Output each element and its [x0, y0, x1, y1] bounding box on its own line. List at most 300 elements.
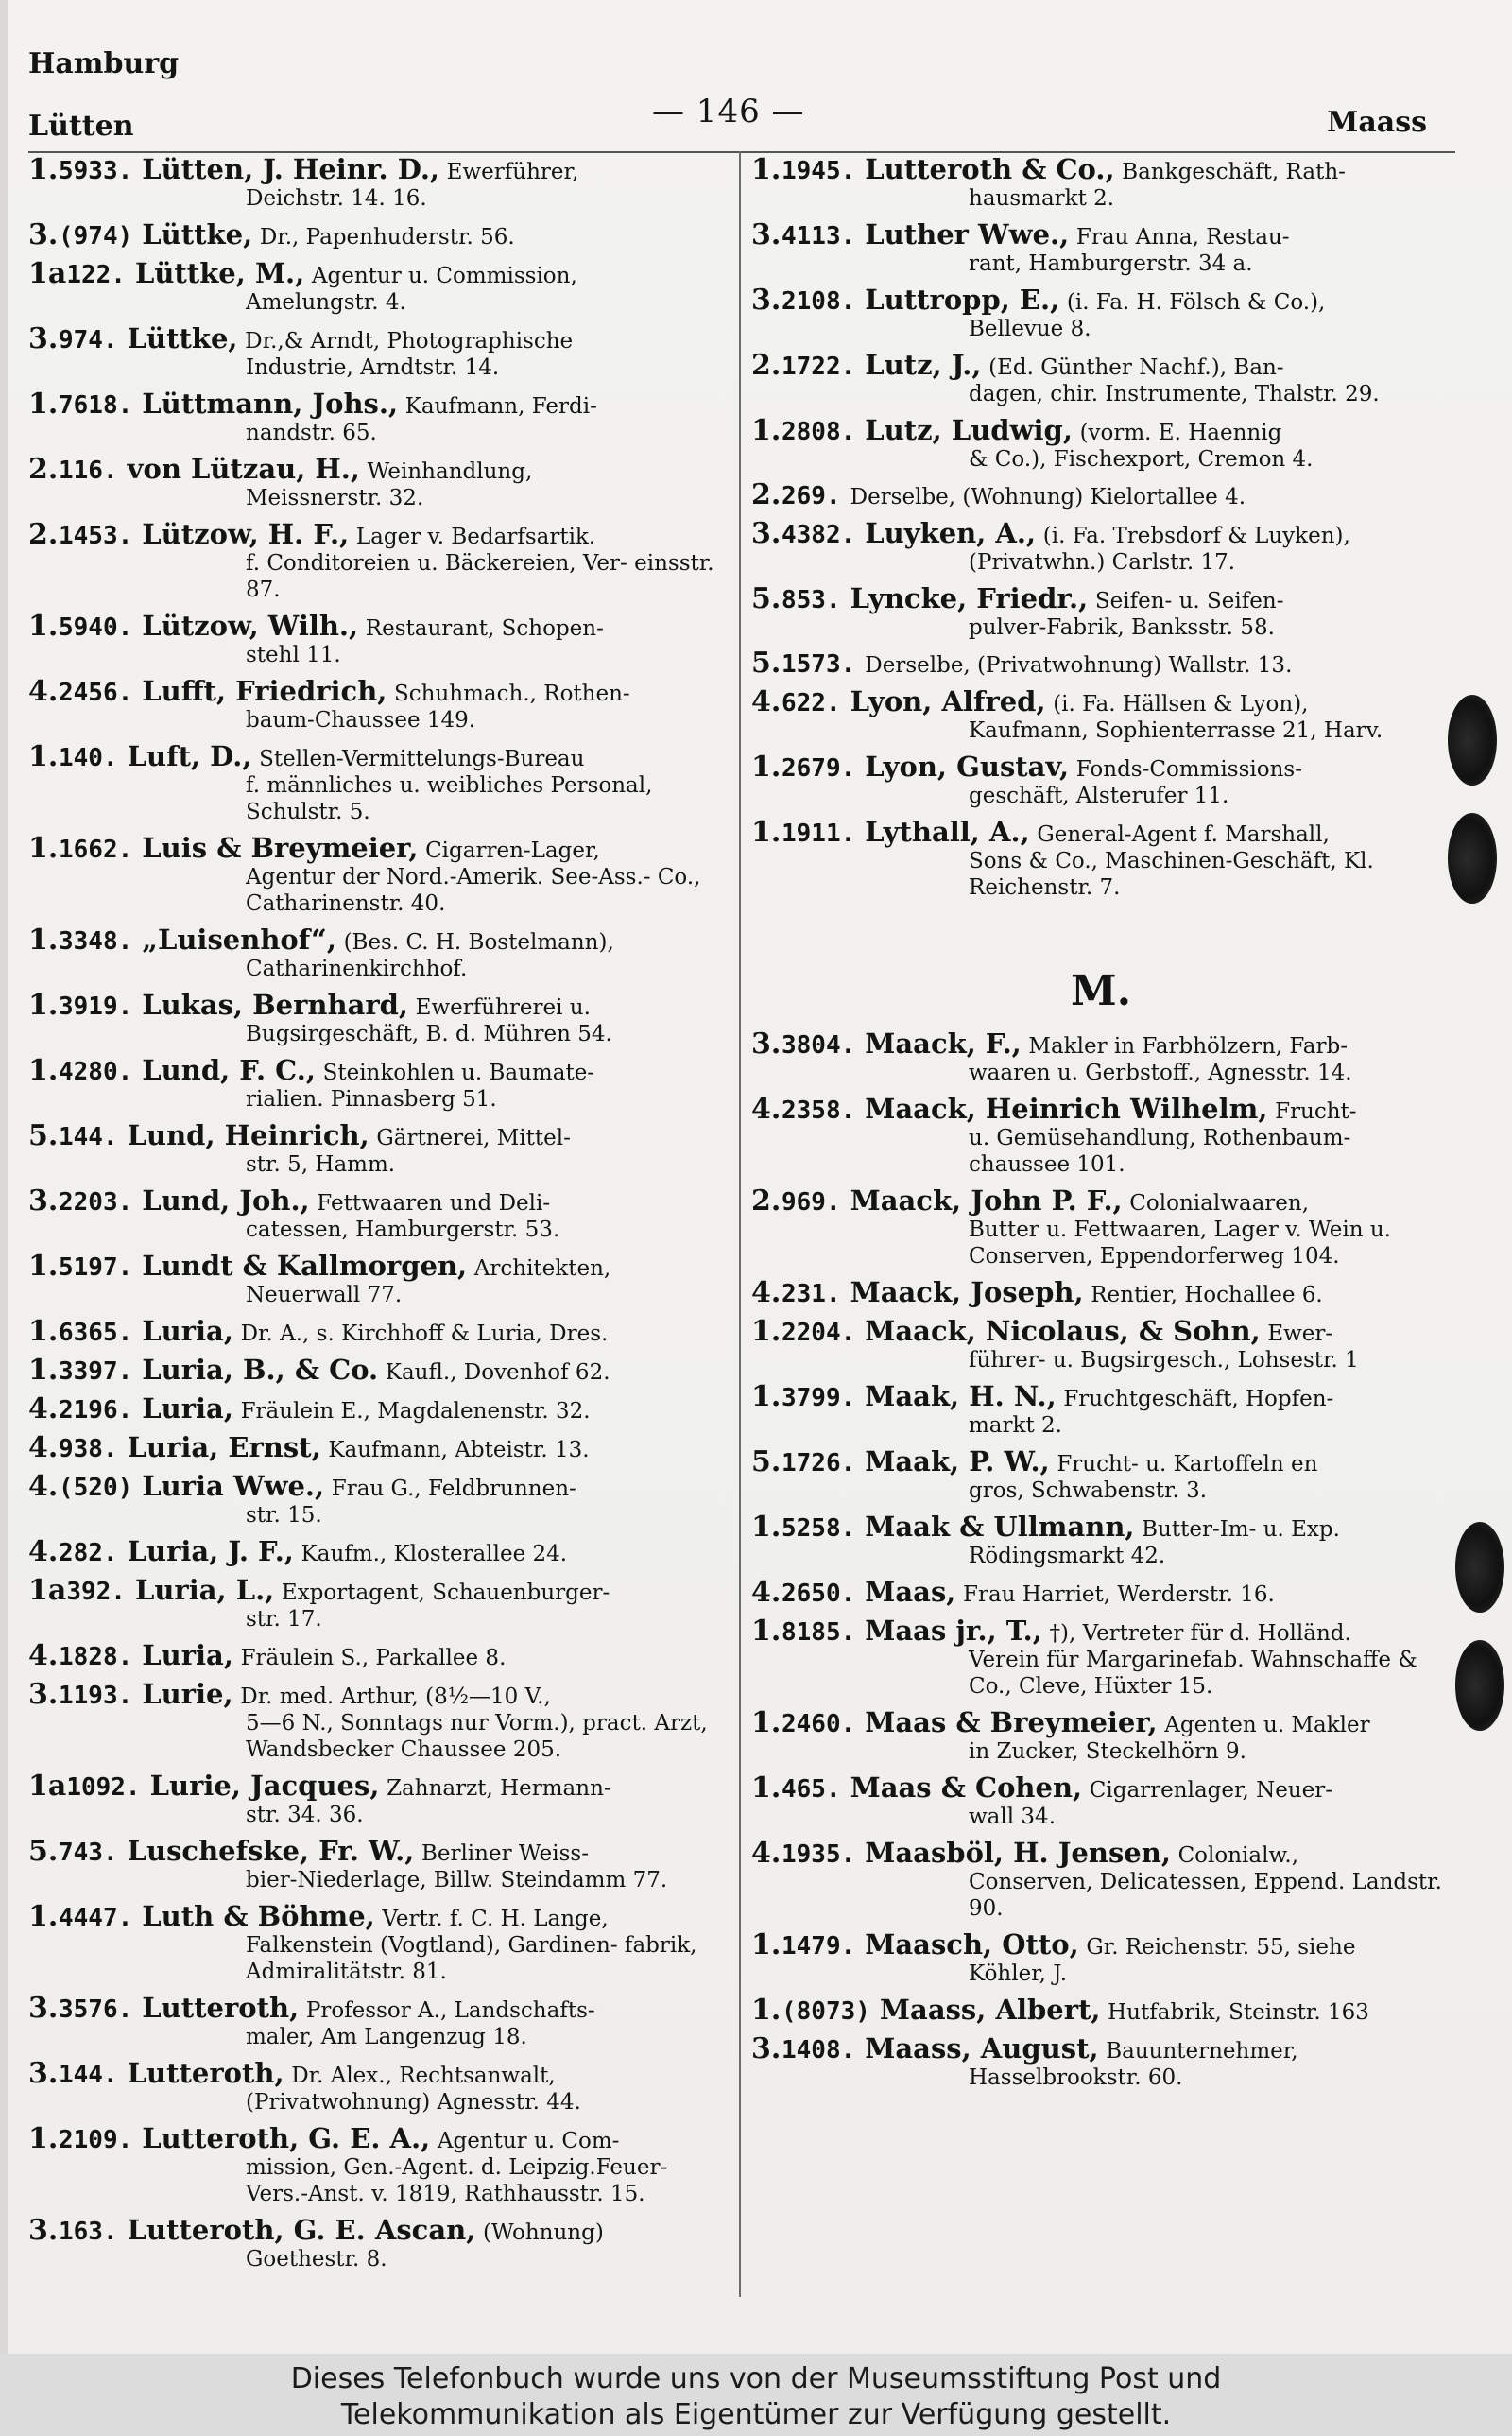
subscriber-name: Lufft, Friedrich, — [142, 675, 387, 707]
phone-number: 1828. — [59, 1643, 133, 1671]
exchange-index: 4. — [28, 1470, 59, 1503]
entry-continuation: nandstr. 65. — [246, 421, 377, 445]
entry-continuation: hausmarkt 2. — [969, 186, 1115, 211]
entry-detail: Gr. Reichenstr. 55, siehe — [1086, 1935, 1356, 1960]
phone-number: 2109. — [59, 2126, 133, 2154]
subscriber-name: Lund, Joh., — [142, 1184, 310, 1217]
entry-detail: Colonialw., — [1177, 1843, 1299, 1868]
directory-entry — [751, 1184, 1451, 1270]
directory-entry — [28, 257, 728, 316]
entry-detail: Makler in Farbhölzern, Farb- — [1028, 1034, 1348, 1059]
directory-entry — [751, 349, 1451, 407]
subscriber-name: Luria, L., — [134, 1574, 275, 1606]
entry-continuation: Industrie, Arndtstr. 14. — [246, 355, 500, 380]
entry-detail: Zahnarzt, Hermann- — [387, 1776, 611, 1801]
entry-continuation: geschäft, Alsterufer 11. — [969, 784, 1229, 808]
phone-number: 6365. — [59, 1319, 133, 1347]
exchange-index: 1. — [28, 1354, 59, 1387]
section-letter: M. — [1070, 967, 1132, 1015]
directory-entry — [751, 478, 1451, 511]
phone-number: 3804. — [782, 1031, 856, 1060]
entry-continuation: pulver-Fabrik, Banksstr. 58. — [969, 615, 1275, 640]
entry-continuation: baum-Chaussee 149. — [246, 708, 476, 733]
subscriber-name: Lutteroth, G. E. A., — [142, 2122, 431, 2154]
phone-number: 1092. — [66, 1773, 141, 1802]
exchange-index: 1a — [28, 1770, 67, 1803]
phone-number: 4382. — [782, 521, 856, 549]
entry-continuation: str. 15. — [246, 1503, 322, 1528]
phone-number: 622. — [782, 689, 841, 717]
phone-number: 1935. — [782, 1840, 856, 1869]
entry-detail: Seifen- u. Seifen- — [1094, 589, 1284, 613]
subscriber-name: Luria, — [142, 1315, 233, 1347]
phone-number: 1662. — [59, 836, 133, 864]
footer-line-1: Dieses Telefonbuch wurde uns von der Museumsstiftung Post und — [290, 2362, 1222, 2395]
subscriber-name: Lundt & Kallmorgen, — [142, 1250, 468, 1282]
directory-entry — [28, 1054, 728, 1113]
phone-number: 4447. — [59, 1904, 133, 1932]
directory-entry — [751, 1445, 1451, 1504]
subscriber-name: Maack, F., — [865, 1028, 1022, 1060]
subscriber-name: Lyon, Gustav, — [865, 751, 1070, 783]
entry-detail: Ewer- — [1267, 1322, 1333, 1346]
directory-entry — [28, 218, 728, 251]
phone-number: 231. — [782, 1280, 841, 1308]
entry-continuation: Bellevue 8. — [969, 317, 1091, 341]
directory-entry — [751, 647, 1451, 680]
subscriber-name: Luria, — [142, 1639, 233, 1671]
subscriber-name: Maack, Nicolaus, & Sohn, — [865, 1315, 1261, 1347]
phone-number: 163. — [59, 2218, 118, 2246]
right-column-top — [751, 153, 1451, 901]
phone-number: 1573. — [782, 650, 856, 679]
entry-detail: Agentur u. Com- — [437, 2129, 620, 2153]
directory-entry — [28, 453, 728, 511]
entry-continuation: Köhler, J. — [969, 1961, 1068, 1986]
directory-entry — [28, 1184, 728, 1243]
subscriber-name: Luria, B., & Co. — [142, 1354, 379, 1386]
subscriber-name: Maack, John P. F., — [850, 1184, 1123, 1217]
phone-number: (520) — [59, 1474, 133, 1502]
entry-continuation: 5—6 N., Sonntags nur Vorm.), pract. Arzt, Wandsbecker Chaussee 205. — [246, 1711, 708, 1762]
entry-continuation: Sons & Co., Maschinen-Geschäft, Kl. Reichenstr. 7. — [969, 849, 1374, 900]
exchange-index: 1. — [28, 989, 59, 1022]
entry-continuation: (Privatwohnung) Agnesstr. 44. — [246, 2090, 581, 2115]
subscriber-name: „Luisenhof“, — [142, 924, 336, 956]
subscriber-name: Maas & Cohen, — [850, 1771, 1083, 1804]
directory-entry — [28, 1900, 728, 1985]
entry-detail: Dr. med. Arthur, (8½—10 V., — [240, 1684, 551, 1709]
entry-continuation: gros, Schwabenstr. 3. — [969, 1478, 1208, 1503]
entry-continuation: wall 34. — [969, 1805, 1056, 1829]
phone-number: 3919. — [59, 993, 133, 1021]
exchange-index: 1. — [751, 1994, 782, 2027]
directory-entry — [28, 2122, 728, 2207]
directory-entry — [28, 2214, 728, 2272]
entry-continuation: stehl 11. — [246, 643, 341, 667]
subscriber-name: Maack, Joseph, — [850, 1276, 1084, 1308]
subscriber-name: Maack, Heinrich Wilhelm, — [865, 1093, 1268, 1125]
exchange-index: 3. — [751, 218, 782, 251]
entry-detail: Architekten, — [473, 1256, 611, 1281]
directory-entry — [28, 322, 728, 381]
entry-continuation: mission, Gen.-Agent. d. Leipzig.Feuer- Vers.-Anst. v. 1819, Rathhausstr. 15. — [246, 2155, 668, 2206]
entry-continuation: bier-Niederlage, Billw. Steindamm 77. — [246, 1868, 668, 1892]
phone-number: 2204. — [782, 1319, 856, 1347]
exchange-index: 1. — [28, 1250, 59, 1283]
entry-detail: Professor A., Landschafts- — [305, 1998, 595, 2023]
entry-continuation: maler, Am Langenzug 18. — [246, 2025, 527, 2049]
subscriber-name: Lyon, Alfred, — [850, 685, 1046, 717]
entry-detail: Butter-Im- u. Exp. — [1142, 1517, 1340, 1542]
exchange-index: 5. — [28, 1119, 59, 1152]
subscriber-name: Lütten, J. Heinr. D., — [142, 153, 440, 185]
exchange-index: 4. — [28, 1535, 59, 1568]
entry-detail: Kaufmann, Ferdi- — [404, 394, 597, 419]
phone-number: 3799. — [782, 1384, 856, 1412]
entry-detail: (Bes. C. H. Bostelmann), — [343, 930, 614, 955]
phone-number: 1453. — [59, 522, 133, 550]
exchange-index: 1. — [28, 832, 59, 865]
entry-detail: Fräulein S., Parkallee 8. — [240, 1646, 507, 1670]
entry-detail: Gärtnerei, Mittel- — [376, 1126, 571, 1150]
exchange-index: 2. — [751, 478, 782, 511]
entry-detail: Frucht- u. Kartoffeln en — [1057, 1452, 1318, 1477]
directory-entry — [751, 153, 1451, 212]
exchange-index: 3. — [751, 1028, 782, 1061]
directory-entry — [751, 1928, 1451, 1987]
directory-entry — [28, 926, 728, 982]
entry-detail: (i. Fa. Trebsdorf & Luyken), — [1042, 524, 1350, 548]
phone-number: 969. — [782, 1188, 841, 1217]
phone-number: 2203. — [59, 1188, 133, 1217]
header-left-word: Lütten — [28, 110, 134, 143]
exchange-index: 5. — [28, 1835, 59, 1868]
entry-detail: Vertr. f. C. H. Lange, — [382, 1907, 609, 1931]
phone-number: 1945. — [782, 157, 856, 185]
entry-detail: Weinhandlung, — [367, 459, 533, 484]
entry-continuation: u. Gemüsehandlung, Rothenbaum- chaussee 101. — [969, 1126, 1351, 1177]
phone-number: 5933. — [59, 157, 133, 185]
entry-continuation: Agentur der Nord.-Amerik. See-Ass.- Co., Catharinenstr. 40. — [246, 865, 701, 916]
entry-detail: Schuhmach., Rothen- — [394, 682, 630, 706]
directory-entry — [751, 286, 1451, 342]
directory-entry — [28, 832, 728, 917]
exchange-index: 1. — [751, 816, 782, 849]
directory-entry — [28, 153, 728, 212]
entry-continuation: Falkenstein (Vogtland), Gardinen- fabrik, Admiralitätstr. 81. — [246, 1933, 697, 1984]
entry-detail: Restaurant, Schopen- — [365, 616, 604, 641]
entry-detail: (Wohnung) — [482, 2220, 604, 2245]
subscriber-name: Maak, H. N., — [865, 1380, 1057, 1412]
phone-number: 4113. — [782, 222, 856, 251]
entry-detail: (Ed. Günther Nachf.), Ban- — [988, 355, 1284, 380]
scan-edge — [0, 0, 8, 2354]
exchange-index: 1. — [751, 1706, 782, 1739]
subscriber-name: Luttropp, E., — [865, 284, 1060, 316]
directory-entry — [751, 517, 1451, 576]
phone-number: 743. — [59, 1839, 118, 1867]
entry-detail: Dr.,& Arndt, Photographische — [245, 329, 574, 354]
exchange-index: 4. — [751, 1837, 782, 1870]
exchange-index: 3. — [751, 517, 782, 550]
exchange-index: 1. — [28, 153, 59, 186]
exchange-index: 5. — [751, 1445, 782, 1478]
entry-detail: Frau G., Feldbrunnen- — [331, 1477, 576, 1501]
left-column — [28, 153, 728, 2283]
header-city: Hamburg — [28, 47, 180, 80]
phone-number: 1911. — [782, 820, 856, 848]
footer-line-2: Telekommunikation als Eigentümer zur Verfügung gestellt. — [340, 2398, 1172, 2431]
phone-number: 2456. — [59, 679, 133, 707]
directory-entry — [751, 1706, 1451, 1765]
directory-entry — [28, 1639, 728, 1672]
entry-detail: Bankgeschäft, Rath- — [1122, 160, 1346, 184]
entry-detail: Hutfabrik, Steinstr. 163 — [1108, 2000, 1369, 2025]
exchange-index: 1. — [751, 153, 782, 186]
subscriber-name: Luria, Ernst, — [127, 1431, 321, 1463]
subscriber-name: Luria Wwe., — [142, 1470, 325, 1502]
directory-entry — [28, 1678, 728, 1763]
binding-hole — [1448, 813, 1497, 904]
subscriber-name: Lüttmann, Johs., — [142, 388, 399, 420]
phone-number: 2650. — [782, 1580, 856, 1608]
phone-number: 2358. — [782, 1097, 856, 1125]
subscriber-name: Maasböl, H. Jensen, — [865, 1837, 1171, 1869]
entry-continuation: str. 34. 36. — [246, 1803, 364, 1827]
directory-entry — [28, 1392, 728, 1425]
directory-entry — [751, 1513, 1451, 1569]
subscriber-name: Lutteroth, — [127, 2057, 284, 2089]
entry-detail: Rentier, Hochallee 6. — [1091, 1283, 1323, 1307]
phone-number: 269. — [782, 482, 841, 510]
exchange-index: 1. — [28, 924, 59, 957]
exchange-index: 3. — [28, 322, 59, 355]
exchange-index: 1a — [28, 1574, 67, 1607]
directory-entry — [751, 1030, 1451, 1086]
footer-notice — [0, 2354, 1512, 2436]
entry-continuation: dagen, chir. Instrumente, Thalstr. 29. — [969, 382, 1380, 406]
entry-continuation: waaren u. Gerbstoff., Agnesstr. 14. — [969, 1061, 1352, 1085]
exchange-index: 1a — [28, 257, 67, 290]
exchange-index: 4. — [751, 685, 782, 718]
entry-continuation: f. männliches u. weibliches Personal, Schulstr. 5. — [246, 773, 653, 824]
directory-entry — [751, 1771, 1451, 1830]
entry-continuation: Neuerwall 77. — [246, 1283, 403, 1307]
entry-continuation: in Zucker, Steckelhörn 9. — [969, 1739, 1246, 1764]
directory-entry — [751, 1837, 1451, 1922]
entry-detail: Fonds-Commissions- — [1075, 757, 1302, 782]
entry-continuation: Hasselbrookstr. 60. — [969, 2065, 1183, 2090]
entry-detail: †), Vertreter für d. Holländ. — [1049, 1621, 1351, 1646]
phone-number: 2108. — [782, 287, 856, 316]
entry-detail: Agentur u. Commission, — [311, 264, 577, 288]
phone-number: 4280. — [59, 1058, 133, 1086]
entry-continuation: Meissnerstr. 32. — [246, 486, 424, 510]
directory-entry — [751, 1617, 1451, 1700]
exchange-index: 3. — [28, 1184, 59, 1218]
entry-detail: General-Agent f. Marshall, — [1037, 822, 1330, 847]
entry-detail: Frau Anna, Restau- — [1075, 225, 1290, 250]
entry-detail: Agenten u. Makler — [1164, 1713, 1370, 1737]
entry-detail: Derselbe, (Privatwohnung) Wallstr. 13. — [865, 653, 1293, 678]
directory-entry — [28, 1992, 728, 2050]
directory-entry — [28, 1574, 728, 1633]
exchange-index: 3. — [28, 1678, 59, 1711]
directory-entry — [28, 390, 728, 446]
entry-detail: Kaufm., Klosterallee 24. — [301, 1542, 568, 1566]
subscriber-name: Luria, J. F., — [127, 1535, 294, 1567]
exchange-index: 3. — [28, 1992, 59, 2025]
page-number: — 146 — — [652, 93, 805, 130]
subscriber-name: Luschefske, Fr. W., — [127, 1835, 415, 1867]
entry-detail: (vorm. E. Haennig — [1079, 421, 1282, 445]
entry-detail: Cigarren-Lager, — [425, 838, 600, 863]
subscriber-name: Luft, D., — [127, 740, 252, 772]
entry-detail: Fettwaaren und Deli- — [317, 1191, 551, 1216]
exchange-index: 1. — [28, 2122, 59, 2155]
subscriber-name: Maak & Ullmann, — [865, 1511, 1135, 1543]
exchange-index: 1. — [28, 610, 59, 643]
phone-number: 2808. — [782, 418, 856, 446]
entry-continuation: Amelungstr. 4. — [246, 290, 406, 315]
entry-continuation: & Co.), Fischexport, Cremon 4. — [969, 447, 1314, 472]
exchange-index: 5. — [751, 582, 782, 615]
entry-continuation: Kaufmann, Sophienterrasse 21, Harv. — [969, 718, 1383, 743]
directory-entry — [751, 685, 1451, 744]
entry-detail: Dr. A., s. Kirchhoff & Luria, Dres. — [240, 1322, 609, 1346]
exchange-index: 5. — [751, 647, 782, 680]
directory-entry — [751, 218, 1451, 277]
phone-number: 5940. — [59, 613, 133, 642]
phone-number: 116. — [59, 457, 118, 485]
directory-entry — [28, 1356, 728, 1386]
phone-number: 5197. — [59, 1253, 133, 1282]
phone-number: 2679. — [782, 754, 856, 783]
exchange-index: 2. — [751, 1184, 782, 1218]
subscriber-name: Lurie, — [142, 1678, 233, 1710]
phone-number: 8185. — [782, 1618, 856, 1647]
phone-number: 853. — [782, 586, 841, 614]
entry-detail: Ewerführerei u. — [415, 995, 591, 1020]
phone-number: 3576. — [59, 1995, 133, 2024]
directory-entry — [28, 1772, 728, 1828]
subscriber-name: Lutteroth, — [142, 1992, 300, 2024]
exchange-index: 4. — [751, 1276, 782, 1309]
exchange-index: 3. — [751, 284, 782, 317]
right-column — [751, 153, 1451, 2090]
directory-entry — [28, 1250, 728, 1308]
directory-entry — [751, 2032, 1451, 2091]
directory-entry — [751, 1315, 1451, 1373]
phone-number: 122. — [66, 261, 126, 289]
exchange-index: 1. — [28, 1315, 59, 1348]
directory-entry — [28, 518, 728, 603]
entry-continuation: f. Conditoreien u. Bäckereien, Ver- einsstr. 87. — [246, 551, 714, 602]
entry-continuation: Butter u. Fettwaaren, Lager v. Wein u. Conserven, Eppendorferweg 104. — [969, 1218, 1391, 1269]
exchange-index: 3. — [28, 2057, 59, 2090]
directory-entry — [28, 2057, 728, 2116]
entry-continuation: rialien. Pinnasberg 51. — [246, 1087, 497, 1112]
phone-number: 7618. — [59, 391, 133, 420]
entry-detail: Stellen-Vermittelungs-Bureau — [259, 747, 585, 771]
directory-entry — [751, 1380, 1451, 1439]
phone-number: 1479. — [782, 1932, 856, 1961]
binding-hole — [1448, 695, 1497, 786]
entry-continuation: Verein für Margarinefab. Wahnschaffe & Co., Cleve, Hüxter 15. — [969, 1648, 1418, 1699]
phone-number: 144. — [59, 2061, 118, 2089]
subscriber-name: Maass, August, — [865, 2032, 1099, 2065]
directory-entry — [751, 1576, 1451, 1609]
directory-entry — [751, 1093, 1451, 1178]
phone-number: 1722. — [782, 353, 856, 381]
subscriber-name: Lythall, A., — [865, 816, 1030, 848]
entry-continuation: str. 17. — [246, 1607, 322, 1632]
subscriber-name: Luth & Böhme, — [142, 1900, 375, 1932]
subscriber-name: Lützow, Wilh., — [142, 610, 359, 642]
exchange-index: 1. — [751, 1771, 782, 1805]
subscriber-name: Lukas, Bernhard, — [142, 989, 409, 1021]
phone-number: 2196. — [59, 1396, 133, 1425]
directory-entry — [28, 1470, 728, 1529]
entry-continuation: (Privatwhn.) Carlstr. 17. — [969, 550, 1236, 575]
entry-detail: Fräulein E., Magdalenenstr. 32. — [240, 1399, 591, 1424]
entry-detail: Berliner Weiss- — [421, 1841, 589, 1866]
subscriber-name: Maak, P. W., — [865, 1445, 1050, 1477]
entry-detail: Kaufmann, Abteistr. 13. — [328, 1438, 590, 1462]
exchange-index: 3. — [28, 2214, 59, 2247]
subscriber-name: Lüttke, — [127, 322, 238, 354]
subscriber-name: Maas, — [865, 1576, 956, 1608]
subscriber-name: Maas jr., T., — [865, 1615, 1042, 1647]
directory-entry — [751, 816, 1451, 901]
entry-continuation: Catharinenkirchhof. — [246, 957, 468, 981]
entry-detail: Dr., Papenhuderstr. 56. — [259, 225, 515, 250]
subscriber-name: Luyken, A., — [865, 517, 1037, 549]
exchange-index: 2. — [751, 349, 782, 382]
page-header — [28, 47, 1427, 142]
subscriber-name: Maas & Breymeier, — [865, 1706, 1158, 1738]
exchange-index: 4. — [28, 1392, 59, 1425]
exchange-index: 1. — [28, 1900, 59, 1933]
phone-number: 2460. — [782, 1710, 856, 1738]
phone-number: 3348. — [59, 927, 133, 956]
directory-entry — [28, 1535, 728, 1568]
subscriber-name: Lutteroth, G. E. Ascan, — [127, 2214, 476, 2246]
subscriber-name: Lyncke, Friedr., — [850, 582, 1089, 614]
entry-continuation: führer- u. Bugsirgesch., Lohsestr. 1 — [969, 1348, 1359, 1373]
exchange-index: 4. — [28, 675, 59, 708]
binding-hole — [1455, 1522, 1504, 1613]
exchange-index: 1. — [751, 1315, 782, 1348]
exchange-index: 2. — [28, 453, 59, 486]
directory-entry — [28, 1315, 728, 1348]
phone-number: 3397. — [59, 1357, 133, 1386]
phone-number: 1193. — [59, 1682, 133, 1710]
entry-detail: Kaufl., Dovenhof 62. — [385, 1360, 610, 1385]
subscriber-name: Lund, Heinrich, — [127, 1119, 369, 1151]
entry-continuation: rant, Hamburgerstr. 34 a. — [969, 251, 1253, 276]
exchange-index: 1. — [751, 414, 782, 447]
directory-entry — [28, 610, 728, 668]
entry-detail: Frau Harriet, Werderstr. 16. — [963, 1582, 1275, 1607]
phone-number: 1726. — [782, 1449, 856, 1477]
exchange-index: 3. — [28, 218, 59, 251]
entry-continuation: Goethestr. 8. — [246, 2247, 387, 2272]
directory-entry — [751, 414, 1451, 473]
directory-entry — [28, 989, 728, 1047]
subscriber-name: Lützow, H. F., — [142, 518, 350, 550]
